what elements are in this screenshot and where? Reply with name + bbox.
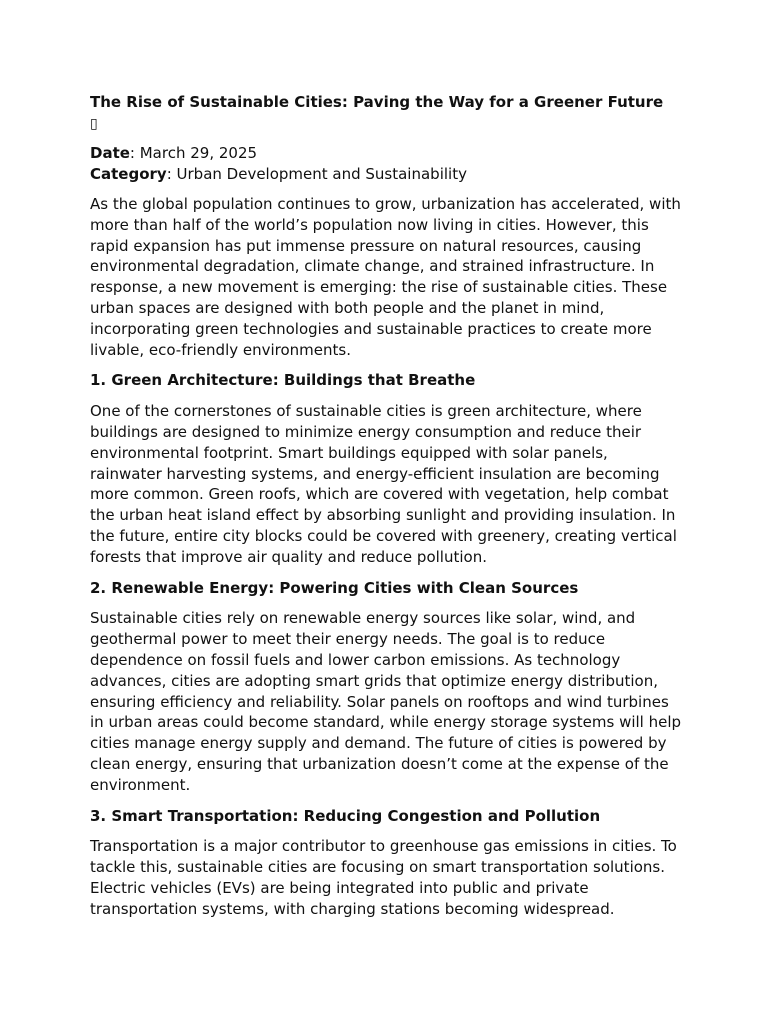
article-meta <box>90 143 678 184</box>
section-heading-renewable-energy: 2. Renewable Energy: Powering Cities with Clean Sources <box>90 578 579 597</box>
section-body-renewable-energy: Sustainable cities rely on renewable energy sources like solar, wind, and geothermal power to meet their energy needs. The goal is to reduce dependence on fossil fuels and lower carbon emissions. As technology advances, cities are adopting smart grids that optimize energy distribution, ensuring efficiency and reliability. Solar panels on rooftops and wind turbines in urban areas could become standard, while energy storage systems will help cities manage energy supply and demand. The future of cities is powered by clean energy, ensuring that urbanization doesn’t come at the expense of the environment. <box>90 609 682 794</box>
section-body-green-architecture: One of the cornerstones of sustainable cities is green architecture, where buildings are designed to minimize energy consumption and reduce their environmental footprint. Smart buildings equipped with solar panels, rainwater harvesting systems, and energy-efficient insulation are becoming more common. Green roofs, which are covered with vegetation, help combat the urban heat island effect by absorbing sunlight and providing insulation. In the future, entire city blocks could be covered with greenery, creating vertical forests that improve air quality and reduce pollution. <box>90 402 677 566</box>
section-heading-smart-transportation: 3. Smart Transportation: Reducing Congestion and Pollution <box>90 806 601 825</box>
category-label: Category <box>90 164 167 183</box>
missing-glyph-icon: ▯ <box>90 116 98 132</box>
date-line <box>90 143 678 164</box>
category-line <box>90 164 678 185</box>
date-label: Date <box>90 144 130 162</box>
category-value: : Urban Development and Sustainability <box>166 164 467 183</box>
date-value: : March 29, 2025 <box>129 144 258 162</box>
intro-paragraph: As the global population continues to grow, urbanization has accelerated, with more than half of the world’s population now living in cities. However, this rapid expansion has put immense pressure on natural resources, causing environmental degradation, climate change, and strained infrastructure. In response, a new movement is emerging: the rise of sustainable cities. These urban spaces are designed with both people and the planet in mind, incorporating green technologies and sustainable practices to create more livable, eco-friendly environments. <box>90 195 681 359</box>
section-heading-green-architecture: 1. Green Architecture: Buildings that Breathe <box>90 371 476 390</box>
section-body-smart-transportation: Transportation is a major contributor to greenhouse gas emissions in cities. To tackle this, sustainable cities are focusing on smart transportation solutions. Electric vehicles (EVs) are being integrated into public and private transportation systems, with charging stations becoming widespread. <box>90 837 677 918</box>
article-title <box>90 91 690 135</box>
article-title-text: The Rise of Sustainable Cities: Paving the Way for a Greener Future <box>90 93 664 111</box>
